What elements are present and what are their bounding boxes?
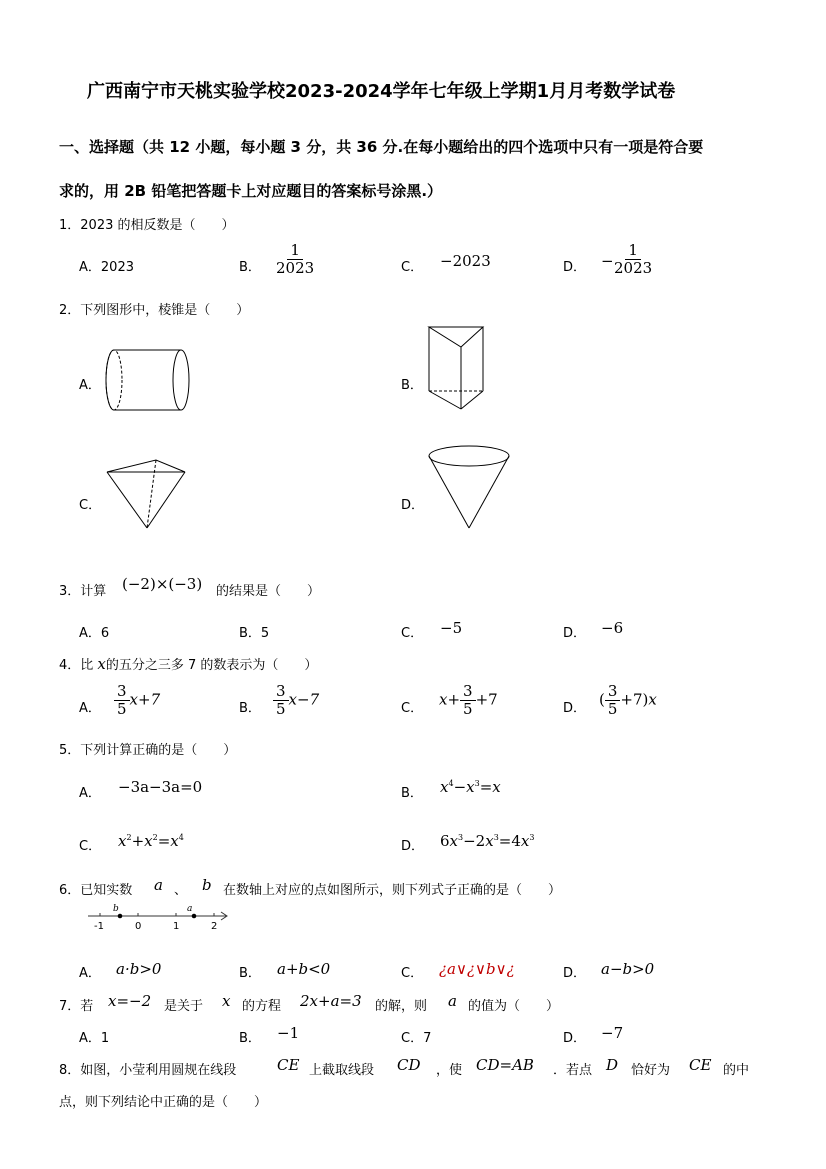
q4-b-label: B． [239, 701, 261, 716]
q2-stem: 2．下列图形中，棱锥是（ ） [59, 303, 250, 318]
q4-a-num: 3 [114, 683, 130, 701]
q6-stem-suffix: 在数轴上对应的点如图所示，则下列式子正确的是（ ） [223, 883, 562, 898]
q1-a-text: 2023 [100, 260, 134, 275]
q3-d-text: −6 [601, 619, 624, 637]
q4-stem-suffix: 的五分之三多 7 的数表示为（ ） [105, 658, 318, 673]
q5-a-label: A． [79, 786, 101, 801]
q6-c-text: ¿a∨¿∨b∨¿ [439, 960, 515, 978]
q1-c-text: −2023 [440, 252, 491, 270]
q5-b-label: B． [401, 786, 423, 801]
tick-label-2: 2 [211, 921, 218, 932]
q1-b-den: 2023 [276, 259, 315, 277]
q4-c-pre: x+ [439, 690, 461, 709]
q5-d-expr: $6x^3-2x^3=4x^3$ [440, 832, 535, 850]
q3-option-b: B．5 [239, 626, 270, 641]
q1-option-a [79, 256, 134, 275]
q7-mid3: 的解，则 [375, 999, 428, 1014]
q6-a-label: A． [79, 966, 101, 981]
q1-b-num: 1 [287, 242, 303, 260]
q4-c-tail: +7 [475, 690, 498, 709]
q3-d-label: D． [563, 626, 587, 641]
q6-b-text: a+b<0 [277, 960, 331, 978]
q5-d-label: D． [401, 839, 425, 854]
q6-d-text: a−b>0 [601, 960, 655, 978]
q5-a-text: −3a−3a=0 [118, 778, 203, 796]
q1-d-sign: − [601, 252, 614, 270]
q6-stem-prefix: 6．已知实数 [59, 883, 133, 898]
q8-part4: ．若点 [553, 1063, 593, 1078]
q4-d-x: x [648, 690, 657, 709]
tick-label-neg1: -1 [94, 921, 104, 932]
q7-option-a: A．1 [79, 1031, 110, 1046]
q7-var-a: a [448, 992, 457, 1010]
q4-b-den: 5 [276, 700, 286, 718]
q4-b-expr [273, 683, 319, 718]
q7-b-label: B． [239, 1031, 261, 1046]
q4-d-label: D． [563, 701, 587, 716]
q6-c-label: C． [401, 966, 424, 981]
q6-a-text: a·b>0 [116, 960, 162, 978]
q3-c-text: −5 [440, 619, 463, 637]
q4-a-label: A． [79, 701, 101, 716]
point-a-dot [192, 914, 197, 919]
q4-a-tail: x+7 [129, 690, 161, 709]
q7-mid1: 是关于 [164, 999, 204, 1014]
point-b-label: b [113, 904, 119, 914]
q1-c-label: C． [401, 260, 424, 275]
q8-part2: 上截取线段 [309, 1063, 375, 1078]
q6-d-label: D． [563, 966, 587, 981]
q4-d-expr [599, 683, 657, 718]
q8-part5: 恰好为 [631, 1063, 671, 1078]
q4-d-num: 3 [605, 683, 621, 701]
q4-c-den: 5 [463, 700, 473, 718]
q1-d-label: D． [563, 260, 587, 275]
q5-c-expr: $x^2+x^2=x^4$ [118, 832, 184, 850]
q4-c-num: 3 [460, 683, 476, 701]
q7-stem-suffix: 的值为（ ） [468, 999, 560, 1014]
q2-a-label: A． [79, 378, 101, 393]
q1-stem: 1．2023 的相反数是（ ） [59, 218, 235, 233]
q4-c-expr [439, 683, 498, 718]
q5-stem: 5．下列计算正确的是（ ） [59, 743, 237, 758]
q4-c-label: C． [401, 701, 424, 716]
tick-label-1: 1 [173, 921, 180, 932]
q6-separator: 、 [174, 883, 188, 898]
q8-part6: 的中 [723, 1063, 750, 1078]
q7-eq2: 2x+a=3 [300, 992, 362, 1010]
q7-stem-prefix: 7．若 [59, 999, 94, 1014]
number-line-figure [86, 903, 234, 933]
q7-b-text: −1 [277, 1024, 300, 1042]
q3-expression: (−2)×(−3) [122, 575, 203, 593]
q6-var-b: b [202, 876, 212, 894]
point-a-label: a [187, 904, 193, 914]
q1-d-num: 1 [625, 242, 641, 260]
cone-figure [426, 444, 514, 530]
q3-option-a: A．6 [79, 626, 110, 641]
q4-a-expr [114, 683, 160, 718]
triangular-prism-figure [425, 325, 487, 413]
q4-a-den: 5 [117, 700, 127, 718]
cylinder-figure [100, 345, 195, 415]
page-title: 广西南宁市天桃实验学校2023-2024学年七年级上学期1月月考数学试卷 [87, 81, 676, 102]
q4-d-open: ( [599, 690, 605, 709]
q7-eq1: x=−2 [108, 992, 152, 1010]
q5-c-label: C． [79, 839, 102, 854]
tick-label-0: 0 [135, 921, 142, 932]
q4-b-tail: x−7 [288, 690, 320, 709]
q4-d-tail: +7) [620, 690, 649, 709]
q4-var-x: x [97, 655, 106, 673]
q1-b-label: B． [239, 260, 261, 275]
q6-var-a: a [154, 876, 163, 894]
q7-option-c: C．7 [401, 1031, 432, 1046]
q8-cd: CD [397, 1056, 421, 1074]
point-b-dot [118, 914, 123, 919]
q4-stem [59, 654, 317, 673]
q7-d-label: D． [563, 1031, 587, 1046]
q2-c-label: C． [79, 498, 102, 513]
q7-d-text: −7 [601, 1024, 624, 1042]
q4-d-den: 5 [607, 700, 618, 718]
q3-stem-suffix: 的结果是（ ） [216, 584, 321, 599]
q8-ce: CE [277, 1056, 300, 1074]
q2-b-label: B． [401, 378, 423, 393]
q1-b-fraction [273, 242, 317, 277]
q7-var-x: x [222, 992, 231, 1010]
q3-c-label: C． [401, 626, 424, 641]
q5-b-expr: $x^4-x^3=x$ [440, 778, 501, 796]
q7-mid2: 的方程 [242, 999, 282, 1014]
q1-d-den: 2023 [614, 259, 653, 277]
q4-b-num: 3 [273, 683, 289, 701]
q8-part3: ，使 [436, 1063, 463, 1078]
q2-d-label: D． [401, 498, 425, 513]
q8-part1: 8．如图，小莹利用圆规在线段 [59, 1063, 237, 1078]
q6-b-label: B． [239, 966, 261, 981]
section-heading-line1: 一、选择题（共 12 小题，每小题 3 分，共 36 分.在每小题给出的四个选项中只有一项是符合要 [59, 138, 704, 156]
q1-a-label: A． [79, 260, 101, 275]
q8-line2: 点，则下列结论中正确的是（ ） [59, 1095, 268, 1110]
q1-d-fraction [611, 242, 655, 277]
section-heading-line2: 求的，用 2B 铅笔把答题卡上对应题目的答案标号涂黑.） [59, 182, 443, 200]
q8-d: D [606, 1056, 619, 1074]
q4-stem-prefix: 4．比 [59, 658, 94, 673]
q8-cd-eq-ab: CD=AB [476, 1056, 534, 1074]
q8-ce2: CE [689, 1056, 712, 1074]
q3-stem-prefix: 3．计算 [59, 584, 107, 599]
pyramid-figure [104, 458, 188, 530]
